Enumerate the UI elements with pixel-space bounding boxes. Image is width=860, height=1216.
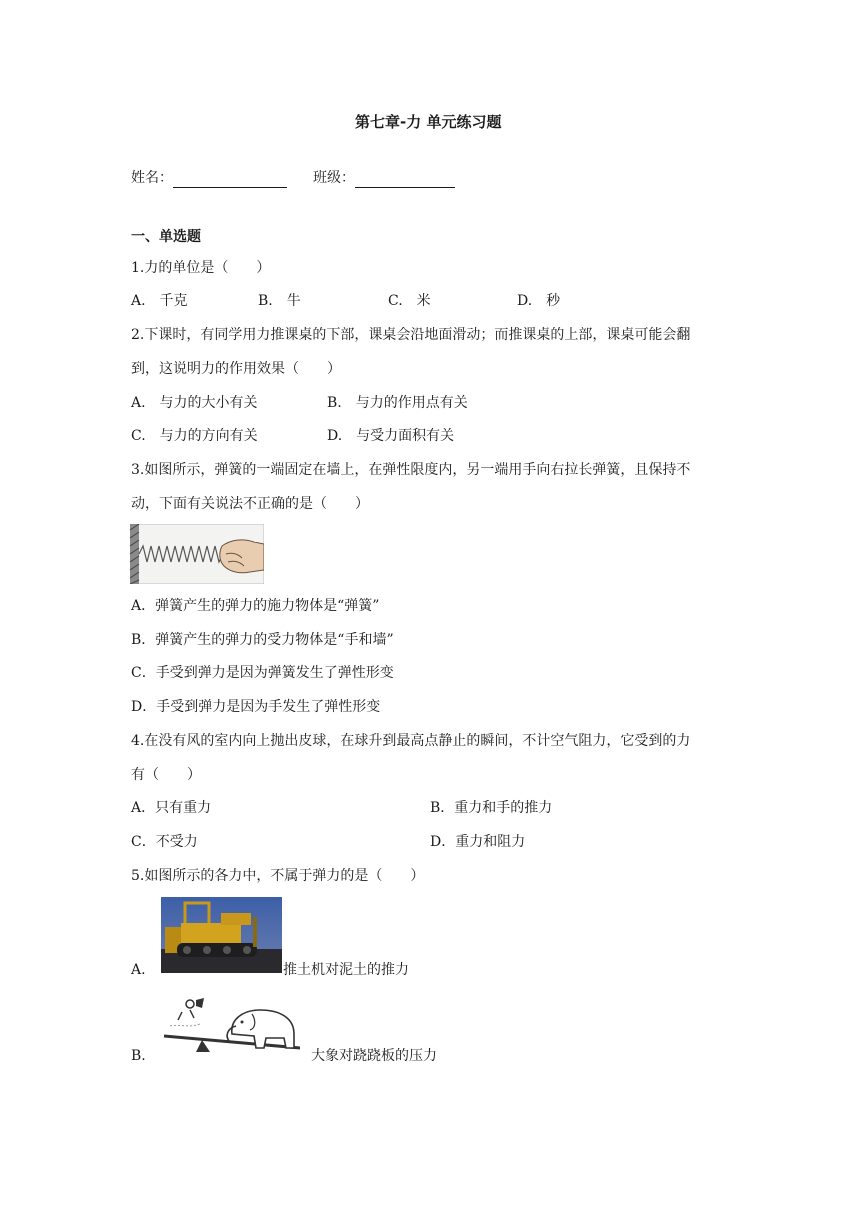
class-blank[interactable]: [355, 171, 455, 188]
q4-option-b: B．重力和手的推力: [430, 800, 553, 816]
q4-option-d: D．重力和阻力: [430, 834, 526, 850]
spring-wall-hand-figure: [130, 524, 264, 584]
q3-option-b: B．弹簧产生的弹力的受力物体是“手和墙”: [131, 632, 394, 648]
name-field-row: [131, 168, 287, 188]
q5-option-b-text: 大象对跷跷板的压力: [311, 1048, 437, 1064]
q4-option-a: A．只有重力: [131, 800, 212, 816]
question-4-stem-line1: 4.在没有风的室内向上抛出皮球，在球升到最高点静止的瞬间，不计空气阻力，它受到的力: [131, 733, 691, 749]
q2-option-b: B. 与力的作用点有关: [327, 395, 468, 411]
elephant-seesaw-picture: [160, 990, 305, 1058]
q2-option-c: C. 与力的方向有关: [131, 428, 258, 444]
bulldozer-photo: [161, 897, 282, 973]
q3-option-c: C．手受到弹力是因为弹簧发生了弹性形变: [131, 665, 394, 681]
q1-option-c: C. 米: [388, 293, 431, 309]
question-1-stem: 1.力的单位是（ ）: [131, 260, 271, 276]
q1-option-b: B. 牛: [258, 293, 301, 309]
question-5-stem: 5.如图所示的各力中，不属于弹力的是（ ）: [131, 868, 425, 884]
question-3-stem-line1: 3.如图所示，弹簧的一端固定在墙上，在弹性限度内，另一端用手向右拉长弹簧，且保持不: [131, 462, 691, 478]
q4-option-c: C．不受力: [131, 834, 198, 850]
class-field-row: [313, 168, 455, 188]
question-4-stem-line2: 有（ ）: [131, 767, 201, 783]
name-label: 姓名：: [131, 170, 173, 186]
question-2-stem-line2: 到，这说明力的作用效果（ ）: [131, 361, 341, 377]
q5-option-a-text: 推土机对泥土的推力: [283, 962, 409, 978]
q1-option-d: D. 秒: [517, 293, 561, 309]
q2-option-a: A. 与力的大小有关: [131, 395, 258, 411]
q5-option-a-letter: A.: [131, 962, 146, 978]
page-title: 第七章-力 单元练习题: [355, 113, 502, 131]
class-label: 班级：: [313, 170, 355, 186]
q2-option-d: D. 与受力面积有关: [327, 428, 455, 444]
q3-option-a: A．弹簧产生的弹力的施力物体是“弹簧”: [131, 598, 380, 614]
question-3-stem-line2: 动，下面有关说法不正确的是（ ）: [131, 496, 369, 512]
q1-option-a: A. 千克: [131, 293, 188, 309]
section-heading: 一、单选题: [131, 229, 201, 245]
question-2-stem-line1: 2.下课时，有同学用力推课桌的下部，课桌会沿地面滑动；而推课桌的上部，课桌可能会翻: [131, 327, 691, 343]
q5-option-b-letter: B.: [131, 1048, 146, 1064]
name-blank[interactable]: [173, 171, 287, 188]
q3-option-d: D．手受到弹力是因为手发生了弹性形变: [131, 699, 381, 715]
